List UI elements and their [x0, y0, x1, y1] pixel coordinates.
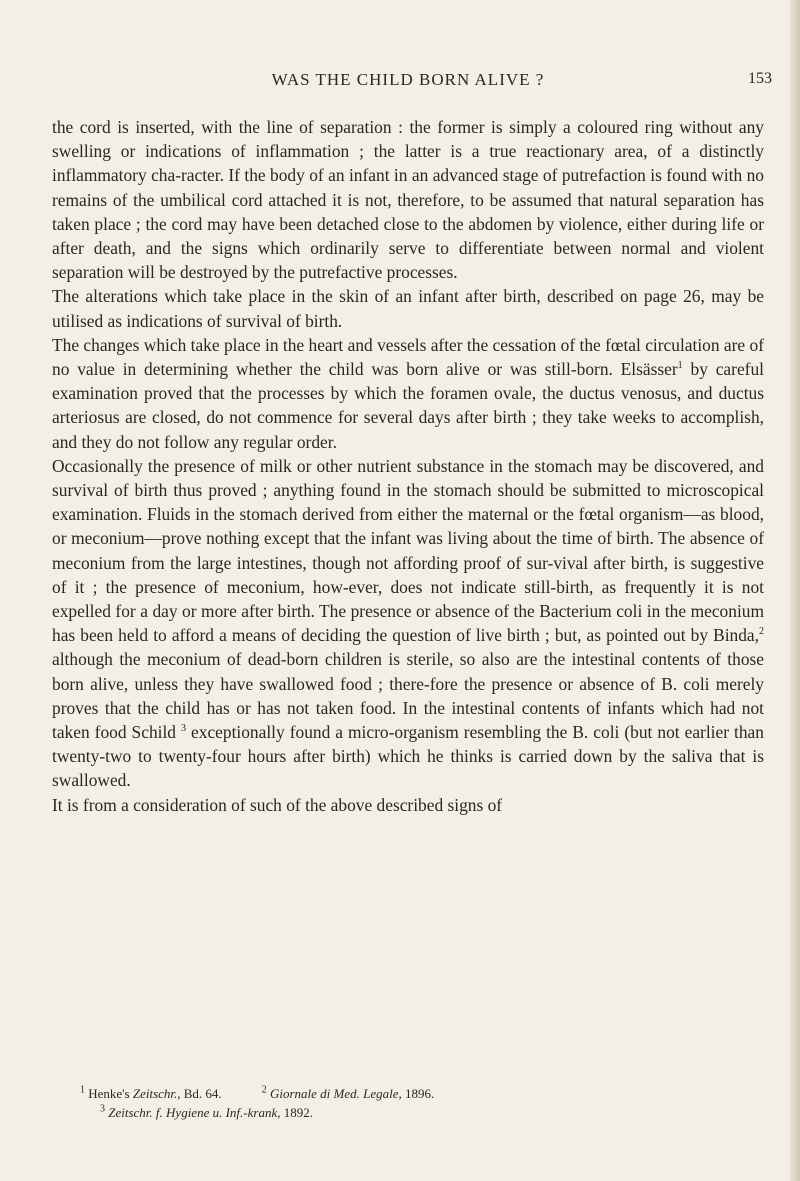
footnote-2 [262, 1084, 435, 1103]
paragraph-4-continuation-a: although the meconium of dead-born children is sterile, so also are the intestinal contents of those born alive, unless they have swallowed food ; there-fore the presence or absence of B. coli merely proves that the child has or has not taken food. In the intestinal contents of infants which had not taken food Schild [52, 649, 764, 743]
footnote-ref-2: 2 [759, 626, 764, 638]
footnote-3-rest: 1892. [283, 1105, 313, 1120]
footnote-2-journal: Giornale di Med. Legale, [269, 1086, 402, 1101]
paragraph-3-continuation: by careful examination proved that the processes by which the foramen ovale, the ductus venosus, and ductus arteriosus are closed, do not commence for several days after birth ; they take weeks to accomplish, and they do not follow any regular order. [52, 359, 764, 452]
footnote-3-journal: Zeitschr. f. Hygiene u. Inf.-krank, [108, 1105, 281, 1120]
paragraph-4-text: Occasionally the presence of milk or other nutrient substance in the stomach may be discovered, and survival of birth thus proved ; anything found in the stomach should be submitted to microscopical examination. Fluids in the stomach derived from either the maternal or the fœtal organism—as blood, or meconium—prove nothing except that the infant was living about the time of birth. The absence of meconium from the large intestines, though not affording proof of sur-vival after birth, is suggestive of it ; the presence of meconium, how-ever, does not indicate still-birth, as frequently it is not expelled for a day or more after birth. The presence or absence of the Bacterium coli in the meconium has been held to afford a means of deciding the question of live birth ; but, as pointed out by Binda, [52, 455, 764, 646]
paragraph-5: It is from a consideration of such of the above described signs of [52, 794, 503, 815]
page-edge-shadow [790, 0, 800, 1181]
paragraph-3 [52, 333, 764, 454]
footnote-2-number: 2 [261, 1084, 267, 1096]
running-title: WAS THE CHILD BORN ALIVE ? [271, 70, 545, 89]
footnote-ref-1: 1 [677, 360, 683, 372]
footnote-row-1 [80, 1084, 760, 1103]
footnote-1-number: 1 [80, 1084, 85, 1096]
footnote-3-number: 3 [100, 1103, 105, 1115]
paragraph-1: the cord is inserted, with the line of separation : the former is simply a coloured ring without any swelling or indications of inflammation ; the latter is a true reactionary area, of a distinctly inflammatory cha-racter. If the body of an infant in an advanced stage of putrefaction is found with no remains of the umbilical cord attached it is not, therefore, to be assumed that natural separation has taken place ; the cord may have been detached close to the abdomen by violence, either during life or after death, and the signs which ordinarily serve to differentiate between normal and violent separation will be destroyed by the putrefactive processes. [52, 117, 764, 283]
footnote-row-2 [80, 1103, 760, 1122]
body-text [52, 115, 764, 817]
footnote-1 [80, 1084, 222, 1103]
page-number: 153 [748, 70, 772, 87]
paragraph-2: The alterations which take place in the skin of an infant after birth, described on page 26, may be utilised as indications of survival of birth. [52, 286, 764, 331]
footnote-2-rest: 1896. [404, 1086, 435, 1101]
paragraph-3-text: The changes which take place in the heart and vessels after the cessation of the fœtal circulation are of no value in determining whether the child was born alive or was still-born. Elsässer [52, 334, 764, 380]
footnotes [80, 1084, 760, 1122]
paragraph-4-continuation-b: exceptionally found a micro-organism resembling the B. coli (but not earlier than twenty-two to twenty-four hours after birth) which he thinks is carried down by the saliva that is swallowed. [52, 722, 764, 791]
footnote-1-rest: Bd. 64. [183, 1086, 222, 1101]
footnote-ref-3: 3 [181, 723, 187, 735]
paragraph-4 [52, 454, 764, 793]
footnote-1-journal: Zeitschr., [132, 1086, 181, 1101]
footnote-3 [80, 1103, 313, 1122]
footnote-1-author: Henke's [88, 1086, 130, 1101]
page-header [108, 70, 772, 96]
